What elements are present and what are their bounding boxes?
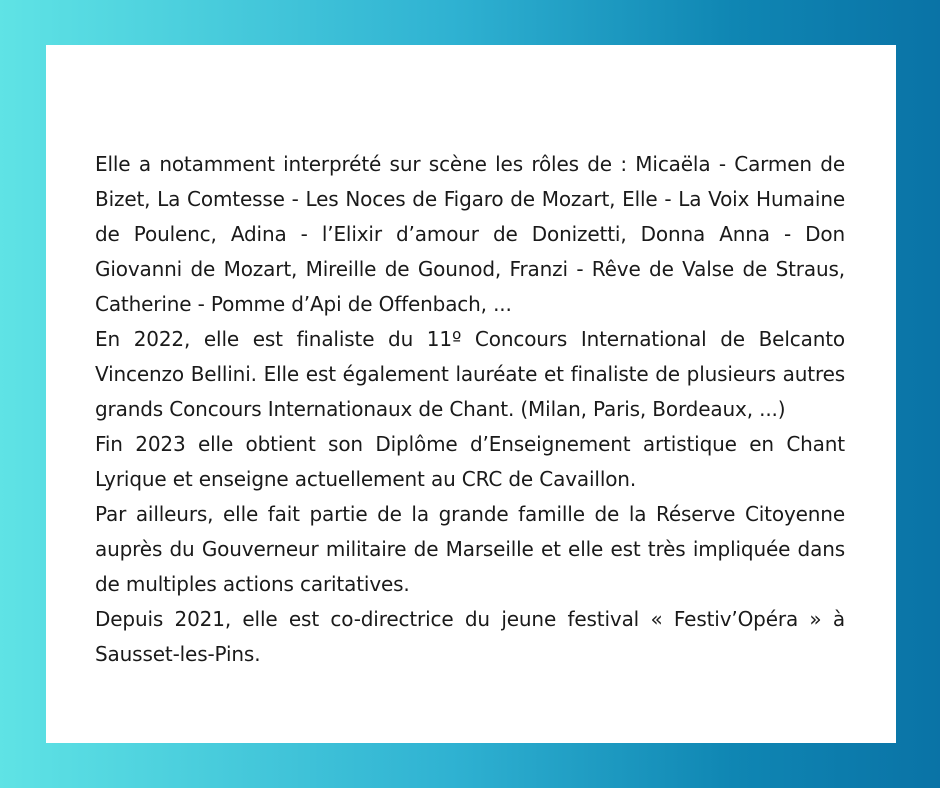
paragraph-competitions: En 2022, elle est finaliste du 11º Concours International de Belcanto Vincenzo Bellini. Elle est également lauréate et finaliste de plusieurs autres grands Concours Internationaux de Chant. (Milan, Paris, Bordeaux, ...) bbox=[95, 327, 845, 421]
paragraph-diploma: Fin 2023 elle obtient son Diplôme d’Enseignement artistique en Chant Lyrique et enseigne actuellement au CRC de Cavaillon. bbox=[95, 432, 845, 491]
text-card bbox=[46, 45, 896, 743]
paragraph-roles: Elle a notamment interprété sur scène les rôles de : Micaëla - Carmen de Bizet, La Comtesse - Les Noces de Figaro de Mozart, Elle - La Voix Humaine de Poulenc, Adina - l’Elixir d’amour de Donizetti, Donna Anna - Don Giovanni de Mozart, Mireille de Gounod, Franzi - Rêve de Valse de Straus, Catherine - Pomme d’Api de Offenbach, ... bbox=[95, 152, 845, 316]
paragraph-festival: Depuis 2021, elle est co-directrice du jeune festival « Festiv’Opéra » à Sausset-les-Pins. bbox=[95, 607, 845, 666]
paragraph-reserve: Par ailleurs, elle fait partie de la grande famille de la Réserve Citoyenne auprès du Gouverneur militaire de Marseille et elle est très impliquée dans de multiples actions caritatives. bbox=[95, 502, 845, 596]
biography-text bbox=[95, 147, 845, 672]
